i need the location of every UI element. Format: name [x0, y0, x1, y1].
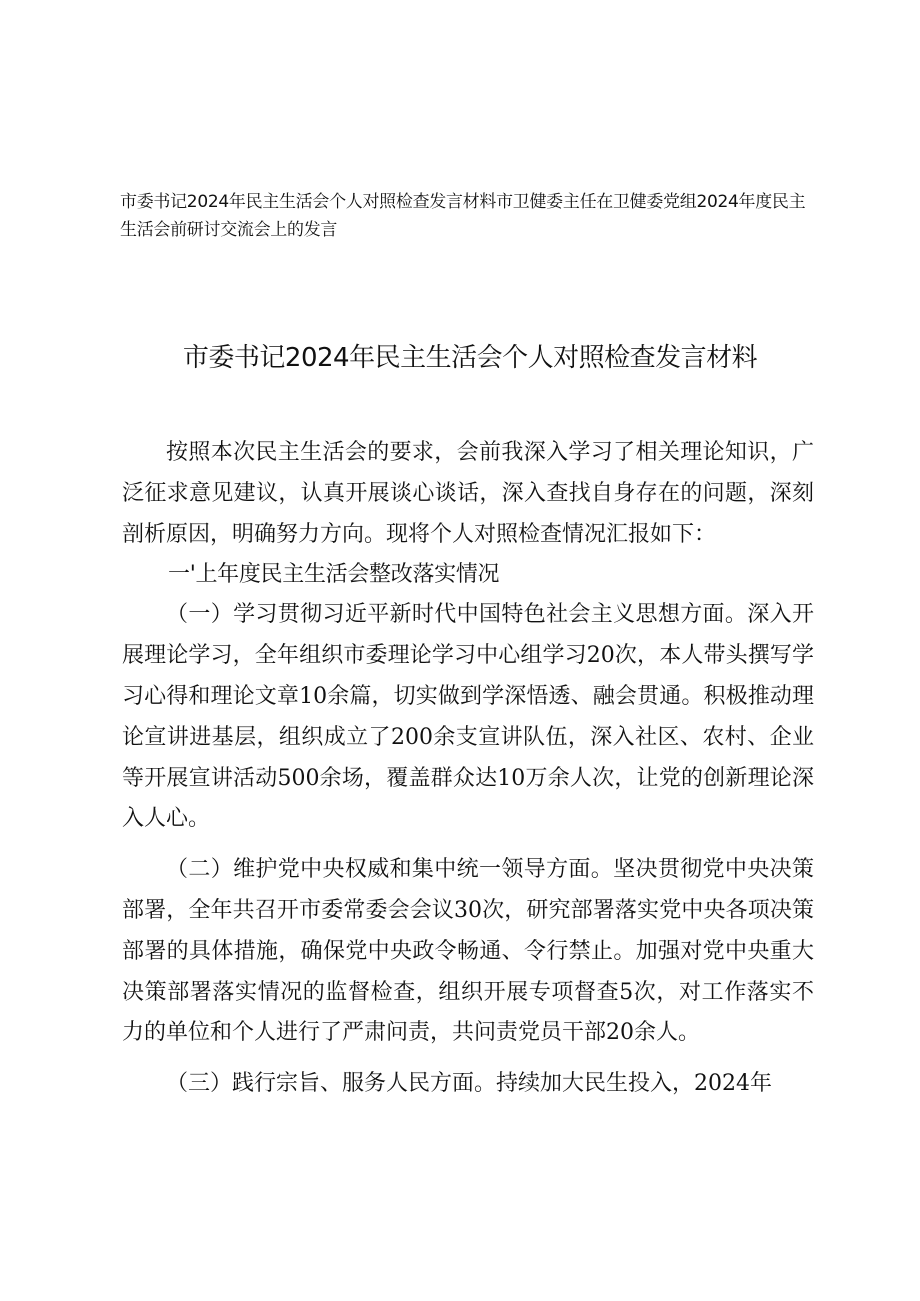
document-body: [122, 433, 814, 1105]
document-header-title: 市委书记2024年民主生活会个人对照检查发言材料市卫健委主任在卫健委党组2024年度民主生活会前研讨交流会上的发言: [120, 192, 806, 240]
paragraph-study: （一）学习贯彻习近平新时代中国特色社会主义思想方面。深入开展理论学习，全年组织市委理论学习中心组学习20次，本人带头撰写学习心得和理论文章10余篇，切实做到学深悟透、融会贯通。积极推动理论宣讲进基层，组织成立了200余支宣讲队伍，深入社区、农村、企业等开展宣讲活动500余场，覆盖群众达10万余人次，让党的创新理论深入人心。: [122, 602, 814, 832]
main-title: 市委书记2024年民主生活会个人对照检查发言材料: [182, 343, 758, 373]
paragraph-authority: （二）维护党中央权威和集中统一领导方面。坚决贯彻党中央决策部署，全年共召开市委常委会会议30次，研究部署落实党中央各项决策部署的具体措施，确保党中央政令畅通、令行禁止。加强对党中央重大决策部署落实情况的监督检查，组织开展专项督查5次，对工作落实不力的单位和个人进行了严肃问责，共问责党员干部20余人。: [122, 857, 814, 1046]
intro-paragraph: 按照本次民主生活会的要求，会前我深入学习了相关理论知识，广泛征求意见建议，认真开展谈心谈话，深入查找自身存在的问题，深刻剖析原因，明确努力方向。现将个人对照检查情况汇报如下：: [122, 440, 814, 547]
section-heading-1: 一'上年度民主生活会整改落实情况: [168, 562, 500, 588]
paragraph-service: （三）践行宗旨、服务人民方面。持续加大民生投入，2024年: [166, 1071, 772, 1097]
